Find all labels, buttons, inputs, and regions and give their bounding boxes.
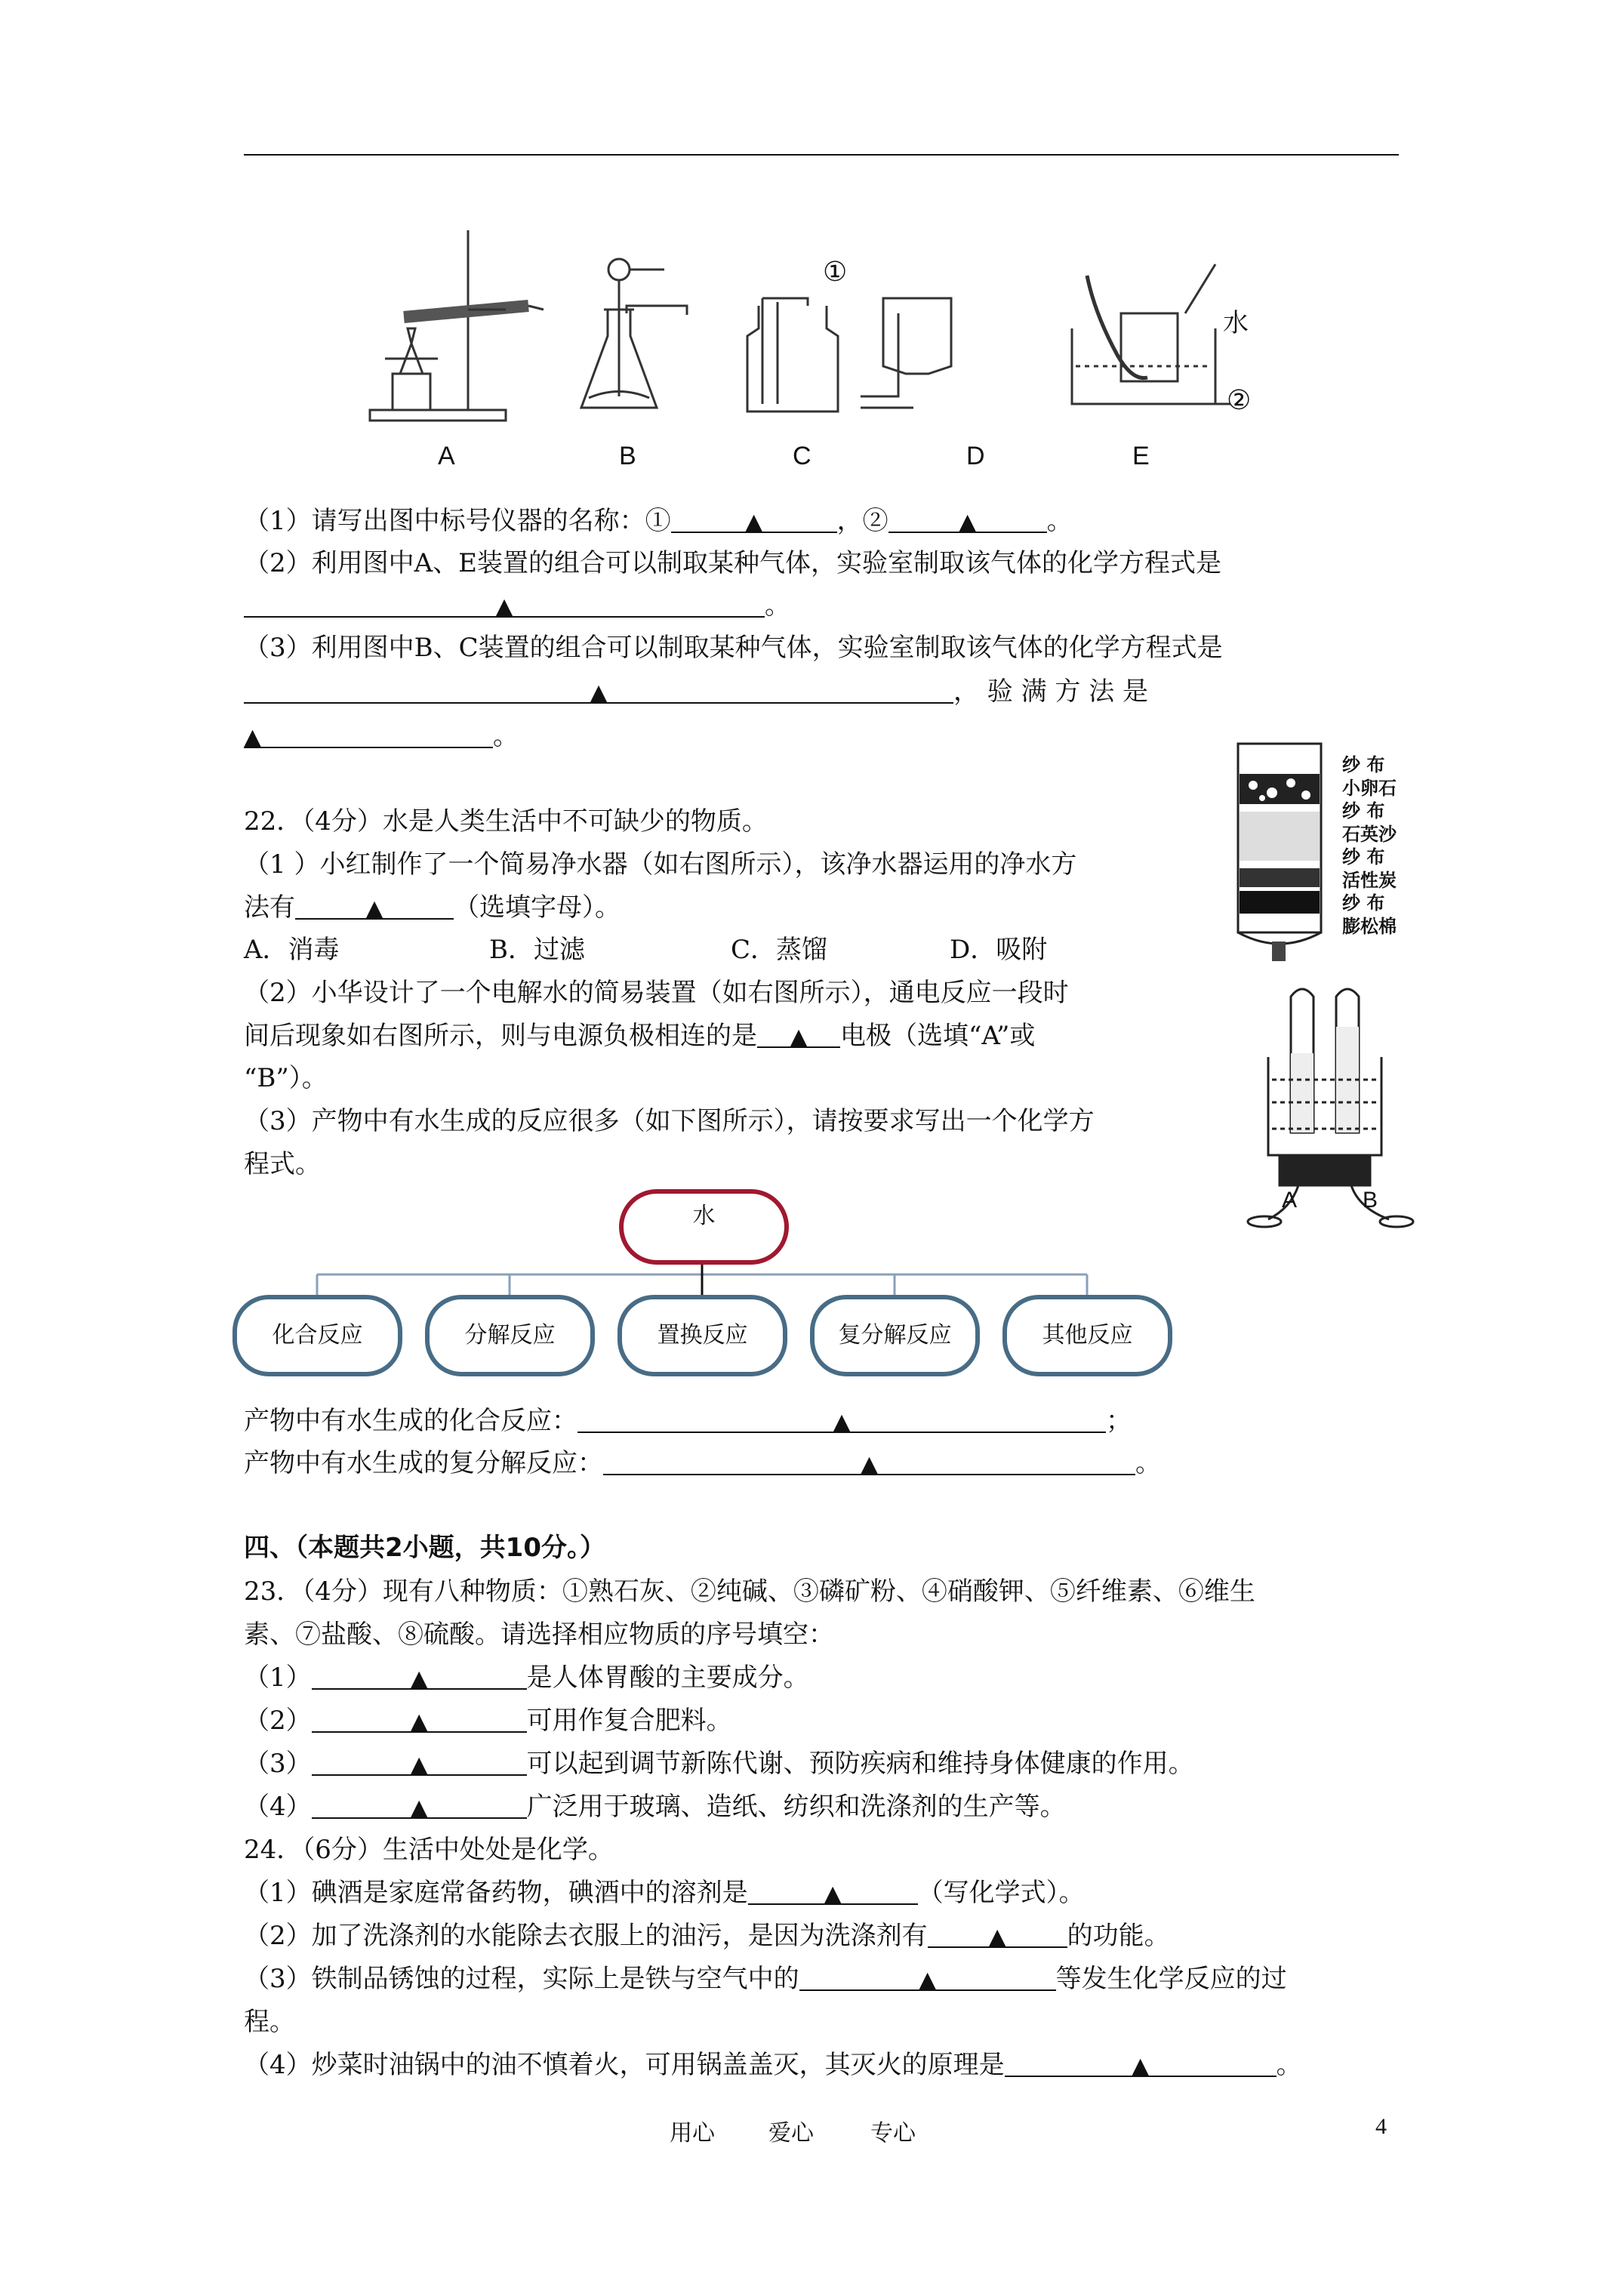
answer-blank[interactable]: ▲ <box>1005 2051 1277 2077</box>
apparatus-label-c: C <box>793 442 812 470</box>
apparatus-a <box>370 230 544 421</box>
answer-blank[interactable]: ▲ <box>295 894 454 920</box>
apparatus-b <box>581 259 687 408</box>
q23-item-4: （4） ▲ 广泛用于玻璃、造纸、纺织和洗涤剂的生产等。 <box>244 1792 1066 1822</box>
q23-title-line2: 素、⑦盐酸、⑧硫酸。请选择相应物质的序号填空： <box>244 1620 834 1650</box>
option-b: B．过滤 <box>489 935 585 965</box>
q21-part3-line1: （3）利用图中B、C装置的组合可以制取某种气体，实验室制取该气体的化学方程式是 <box>244 633 1223 663</box>
q21-part3-line2: ▲ ， 验 满 方 法 是 <box>244 676 1148 707</box>
apparatus-e <box>1072 264 1230 404</box>
q22-part2-line3: “B”）。 <box>244 1063 328 1093</box>
option-a: A．消毒 <box>244 935 340 965</box>
water-filter-figure <box>1230 736 1344 963</box>
option-d: D．吸附 <box>950 935 1048 965</box>
section-4-title: 四、（本题共2小题，共10分。） <box>244 1533 605 1563</box>
q24-title: 24．（6分）生活中处处是化学。 <box>244 1835 614 1865</box>
answer-blank[interactable]: ▲ <box>244 592 765 618</box>
q22-title: 22．（4分）水是人类生活中不可缺少的物质。 <box>244 806 768 837</box>
diagram-node-double-decomposition: 复分解反应 <box>810 1295 980 1376</box>
diagram-node-other: 其他反应 <box>1002 1295 1172 1376</box>
q22-answer-combination: 产物中有水生成的化合反应： ▲ ； <box>244 1406 1132 1436</box>
q22-part2-line2: 间后现象如右图所示，则与电源负极相连的是 ▲ 电极（选填“A”或 <box>244 1021 1036 1051</box>
answer-blank[interactable]: ▲ <box>888 507 1047 533</box>
q22-part1-line1: （1 ）小红制作了一个简易净水器（如右图所示），该净水器运用的净水方 <box>244 849 1077 880</box>
q23-item-2: （2） ▲ 可用作复合肥料。 <box>244 1706 732 1736</box>
header-rule <box>244 154 1399 156</box>
answer-blank[interactable]: ▲ <box>312 1793 527 1819</box>
answer-blank[interactable]: ▲ <box>244 723 493 748</box>
answer-blank[interactable]: ▲ <box>312 1664 527 1690</box>
q22-options <box>244 935 1047 965</box>
q24-part2: （2）加了洗涤剂的水能除去衣服上的油污，是因为洗涤剂有 ▲ 的功能。 <box>244 1921 1170 1951</box>
q21-part2-line2: ▲ 。 <box>244 590 790 621</box>
q22-part2-line1: （2）小华设计了一个电解水的简易装置（如右图所示），通电反应一段时 <box>244 978 1069 1008</box>
q21-part1: （1）请写出图中标号仪器的名称：① ▲ ，② ▲ 。 <box>244 506 1073 536</box>
q21-part3-line3: ▲ 。 <box>244 721 519 751</box>
q24-part4: （4）炒菜时油锅中的油不慎着火，可用锅盖盖灭，其灭火的原理是 ▲ 。 <box>244 2050 1302 2080</box>
answer-blank[interactable]: ▲ <box>928 1922 1067 1948</box>
option-c: C．蒸馏 <box>731 935 828 965</box>
electrode-b-label: B <box>1363 1188 1378 1213</box>
q22-answer-double-decomposition: 产物中有水生成的复分解反应： ▲ 。 <box>244 1448 1161 1478</box>
apparatus-label-e: E <box>1132 442 1150 470</box>
page-number: 4 <box>1375 2114 1387 2139</box>
footer-motto-2: 爱心 <box>768 2120 814 2147</box>
answer-blank[interactable]: ▲ <box>577 1407 1106 1433</box>
answer-blank[interactable]: ▲ <box>799 1965 1056 1991</box>
footer-motto-1: 用心 <box>670 2120 715 2147</box>
answer-blank[interactable]: ▲ <box>671 507 837 533</box>
answer-blank[interactable]: ▲ <box>748 1879 918 1905</box>
diagram-node-decomposition: 分解反应 <box>425 1295 595 1376</box>
q21-part2-line1: （2）利用图中A、E装置的组合可以制取某种气体，实验室制取该气体的化学方程式是 <box>244 548 1222 578</box>
q22-part3-line1: （3）产物中有水生成的反应很多（如下图所示），请按要求写出一个化学方 <box>244 1106 1095 1136</box>
q24-part1: （1）碘酒是家庭常备药物，碘酒中的溶剂是 ▲ （写化学式）。 <box>244 1878 1085 1908</box>
q24-part3-line2: 程。 <box>244 2007 295 2037</box>
apparatus-figure <box>355 223 1283 434</box>
electrode-a-label: A <box>1282 1188 1298 1213</box>
apparatus-d <box>861 298 951 408</box>
answer-blank[interactable]: ▲ <box>312 1707 527 1733</box>
diagram-node-displacement: 置换反应 <box>617 1295 787 1376</box>
diagram-node-combination: 化合反应 <box>233 1295 402 1376</box>
answer-blank[interactable]: ▲ <box>312 1750 527 1776</box>
q23-item-1: （1） ▲ 是人体胃酸的主要成分。 <box>244 1663 809 1693</box>
q24-part3-line1: （3）铁制品锈蚀的过程，实际上是铁与空气中的 ▲ 等发生化学反应的过 <box>244 1964 1287 1994</box>
diagram-water-node: 水 <box>619 1189 789 1265</box>
q22-part1-line2: 法有 ▲ （选填字母）。 <box>244 892 621 923</box>
electrolysis-figure <box>1246 982 1434 1238</box>
q22-part3-line2: 程式。 <box>244 1149 321 1179</box>
q23-item-3: （3） ▲ 可以起到调节新陈代谢、预防疾病和维持身体健康的作用。 <box>244 1749 1194 1779</box>
answer-blank[interactable]: ▲ <box>757 1022 840 1048</box>
apparatus-label-d: D <box>966 442 985 470</box>
apparatus-water-label: 水 <box>1223 308 1249 338</box>
apparatus-label-a: A <box>438 442 455 470</box>
apparatus-label-b: B <box>619 442 636 470</box>
footer-motto-3: 专心 <box>870 2120 916 2147</box>
apparatus-c <box>747 298 838 411</box>
answer-blank[interactable]: ▲ <box>603 1450 1135 1475</box>
apparatus-mark-2: ② <box>1227 385 1252 416</box>
q23-title-line1: 23．（4分）现有八种物质：①熟石灰、②纯碱、③磷矿粉、④硝酸钾、⑤纤维素、⑥维生 <box>244 1576 1255 1607</box>
water-filter-labels: 纱 布 小卵石 纱 布 石英沙 纱 布 活性炭 纱 布 膨松棉 <box>1342 754 1397 937</box>
apparatus-mark-1: ① <box>823 257 848 288</box>
answer-blank[interactable]: ▲ <box>244 678 953 704</box>
